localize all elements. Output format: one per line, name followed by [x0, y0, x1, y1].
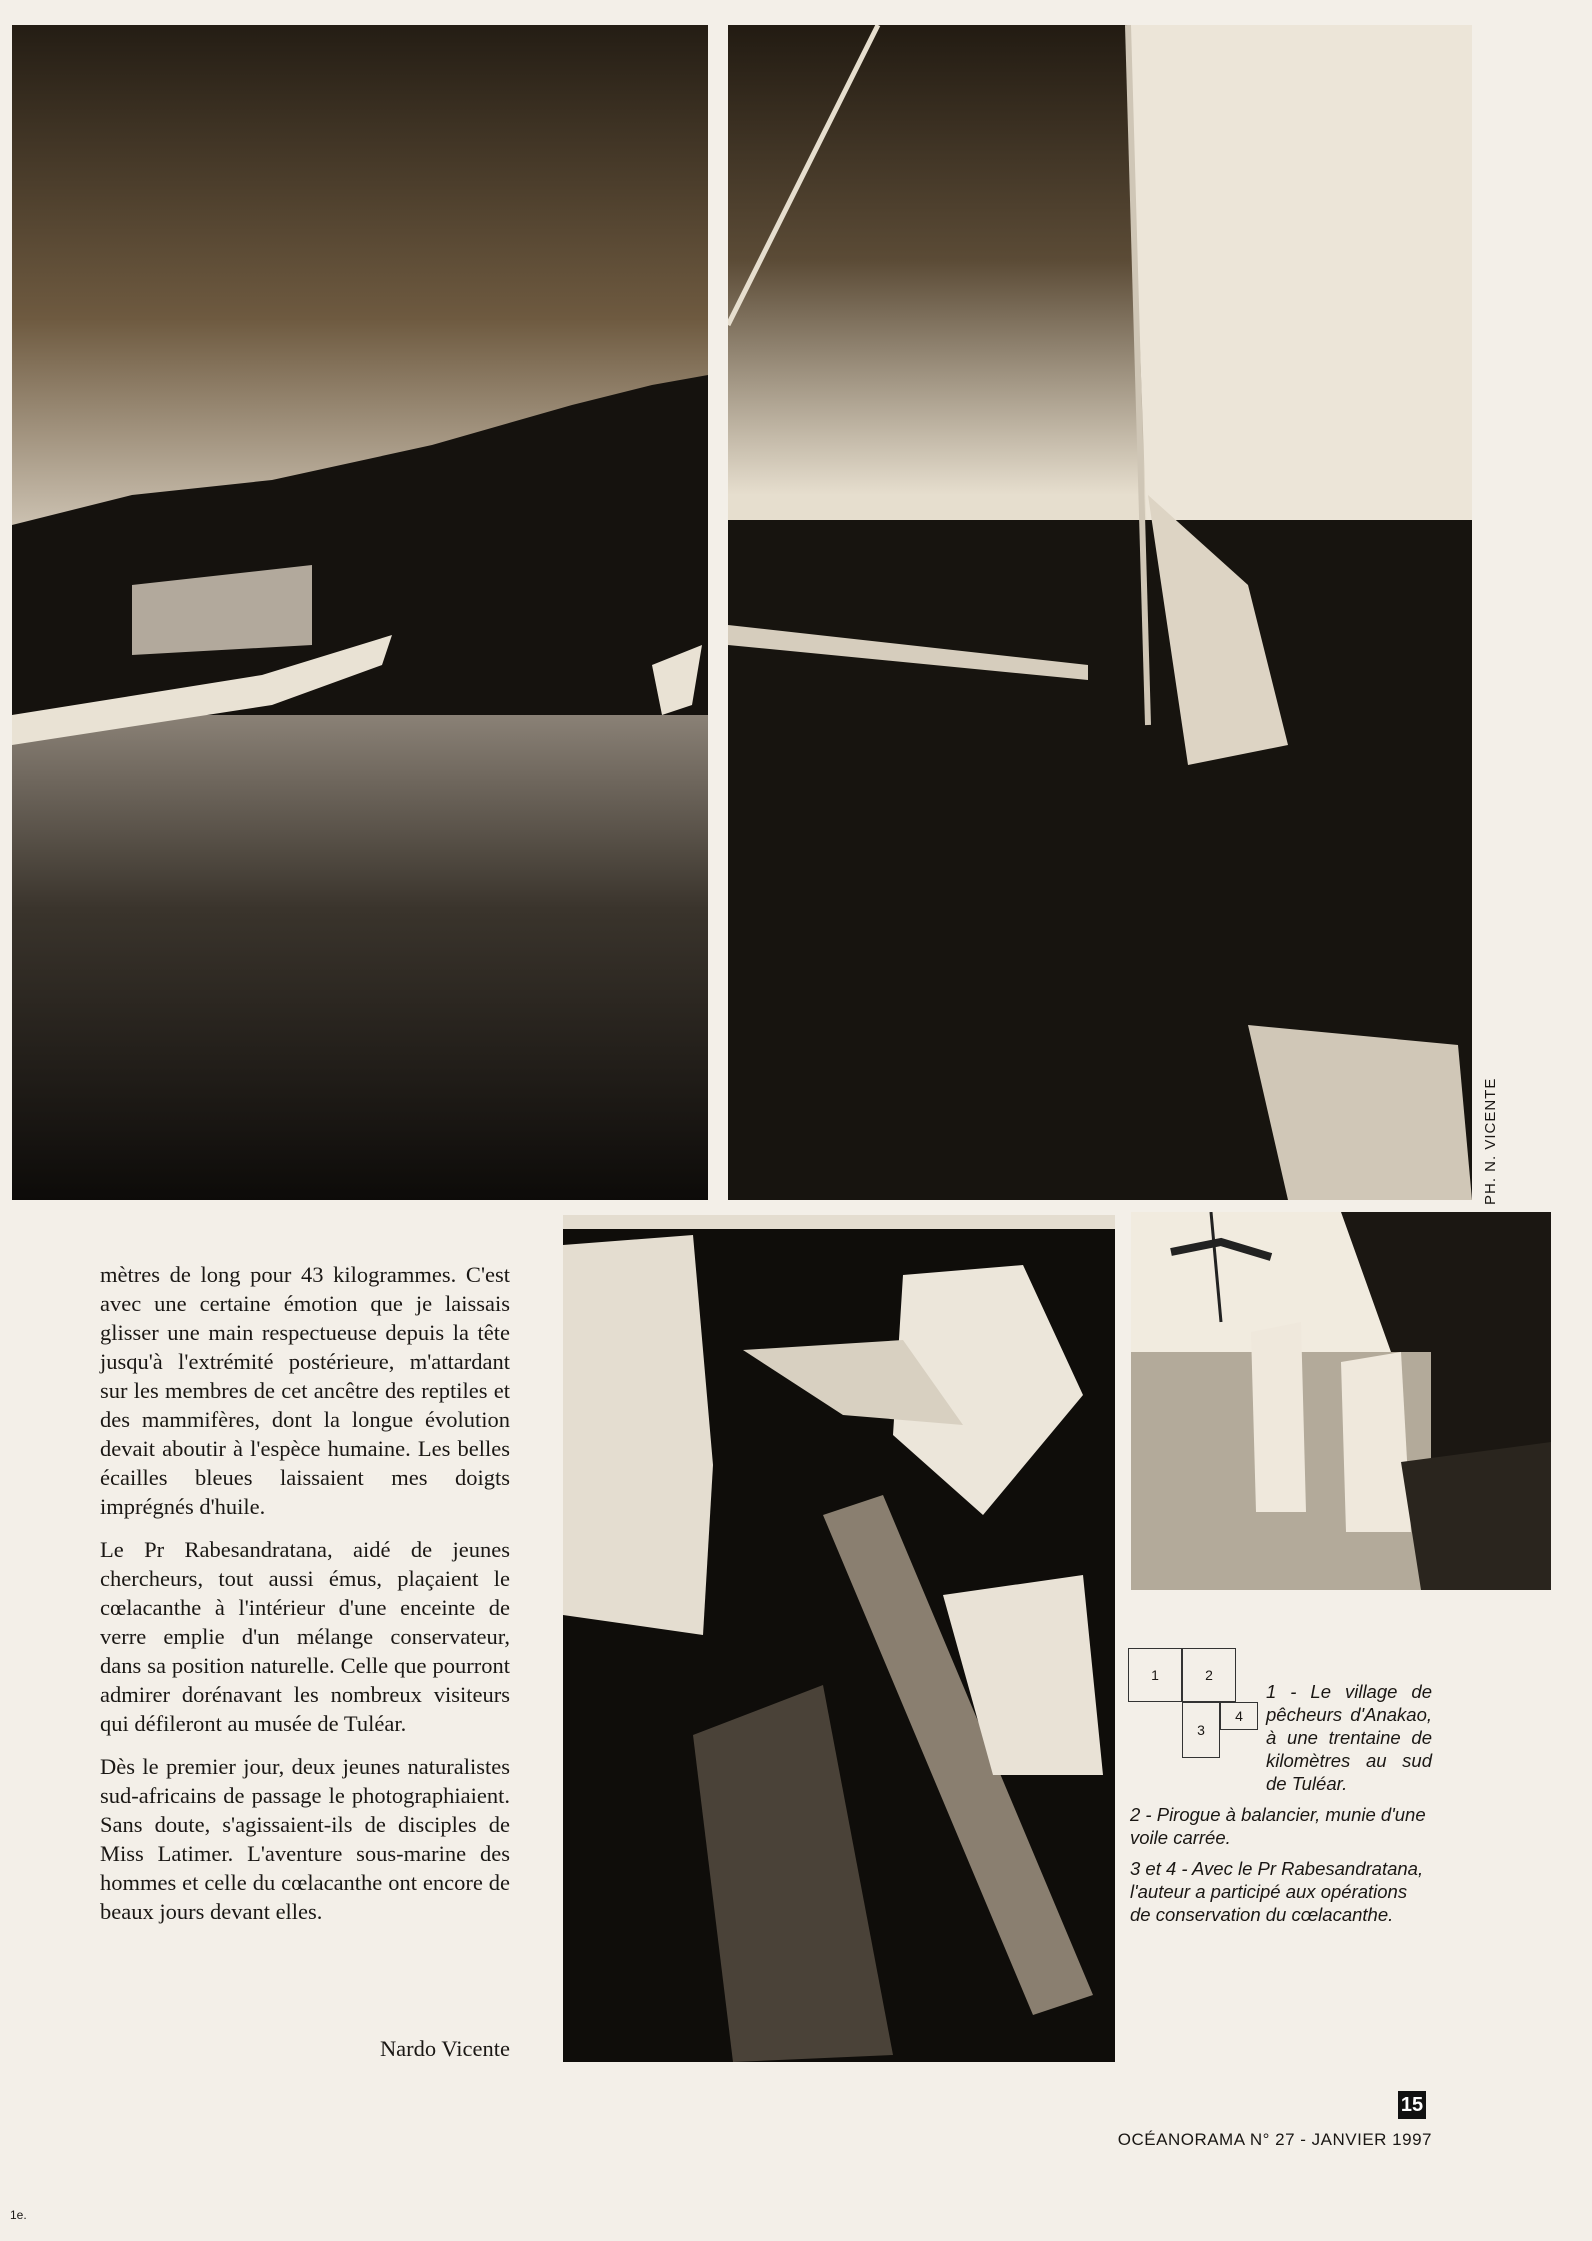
article-paragraph: mètres de long pour 43 kilogrammes. C'est avec une certaine émotion que je laissais glisser une main respectueuse depuis la tête jusqu'à l'extrémité postérieure, m'attardant sur les membres de cet ancêtre des reptiles et des mammifères, dont la longue évolution devait aboutir à l'espèce humaine. Les belles écailles bleues laissaient mes doigts imprégnés d'huile. [100, 1262, 510, 1519]
photo-captions [1130, 1680, 1432, 1934]
article-body [100, 1260, 510, 1940]
magazine-footer: OCÉANORAMA N° 27 - JANVIER 1997 [1117, 2130, 1432, 2149]
photo-icon [728, 25, 1472, 1200]
photo-icon [563, 1215, 1115, 2062]
corner-mark: 1e. [10, 2208, 27, 2222]
photo-credit-text: PH. N. VICENTE [1482, 1077, 1499, 1205]
author-signature: Nardo Vicente [379, 2036, 510, 2061]
photo-icon [12, 25, 708, 1200]
photo-1-anakao-village [12, 25, 708, 1200]
diagram-box-2: 2 [1182, 1648, 1236, 1702]
diagram-box-1: 1 [1128, 1648, 1182, 1702]
article-paragraph: Dès le premier jour, deux jeunes naturalistes sud-africains de passage le photographiaient. Sans doute, s'agissaient-ils de disciples de Miss Latimer. L'aventure sous-marine des hommes et celle du cœlacanthe ont encore de beaux jours devant elles. [100, 1754, 510, 1924]
photo-3-coelacanth-conservation [563, 1215, 1115, 2062]
photo-credit [1470, 1025, 1590, 1205]
diagram-box-3: 3 [1182, 1702, 1220, 1758]
caption-1: 1 - Le village de pêcheurs d'Anakao, à une trentaine de kilomètres au sud de Tuléar. [1266, 1681, 1432, 1794]
caption-2: 2 - Pirogue à balancier, munie d'une voile carrée. [1130, 1804, 1426, 1848]
caption-3: 3 et 4 - Avec le Pr Rabesandratana, l'auteur a participé aux opérations de conservation du cœlacanthe. [1130, 1858, 1424, 1925]
page-number: 15 [1398, 2091, 1426, 2119]
photo-4-author-and-rabesandratana [1131, 1212, 1551, 1590]
article-paragraph: Le Pr Rabesandratana, aidé de jeunes chercheurs, tout aussi émus, plaçaient le cœlacanthe à l'intérieur d'une enceinte de verre emplie d'un mélange conservateur, dans sa position naturelle. Celle que pourront admirer dorénavant les nombreux visiteurs qui défileront au musée de Tuléar. [100, 1537, 510, 1736]
photo-2-pirogue [728, 25, 1472, 1200]
photo-icon [1131, 1212, 1551, 1590]
diagram-box-4: 4 [1220, 1702, 1258, 1730]
